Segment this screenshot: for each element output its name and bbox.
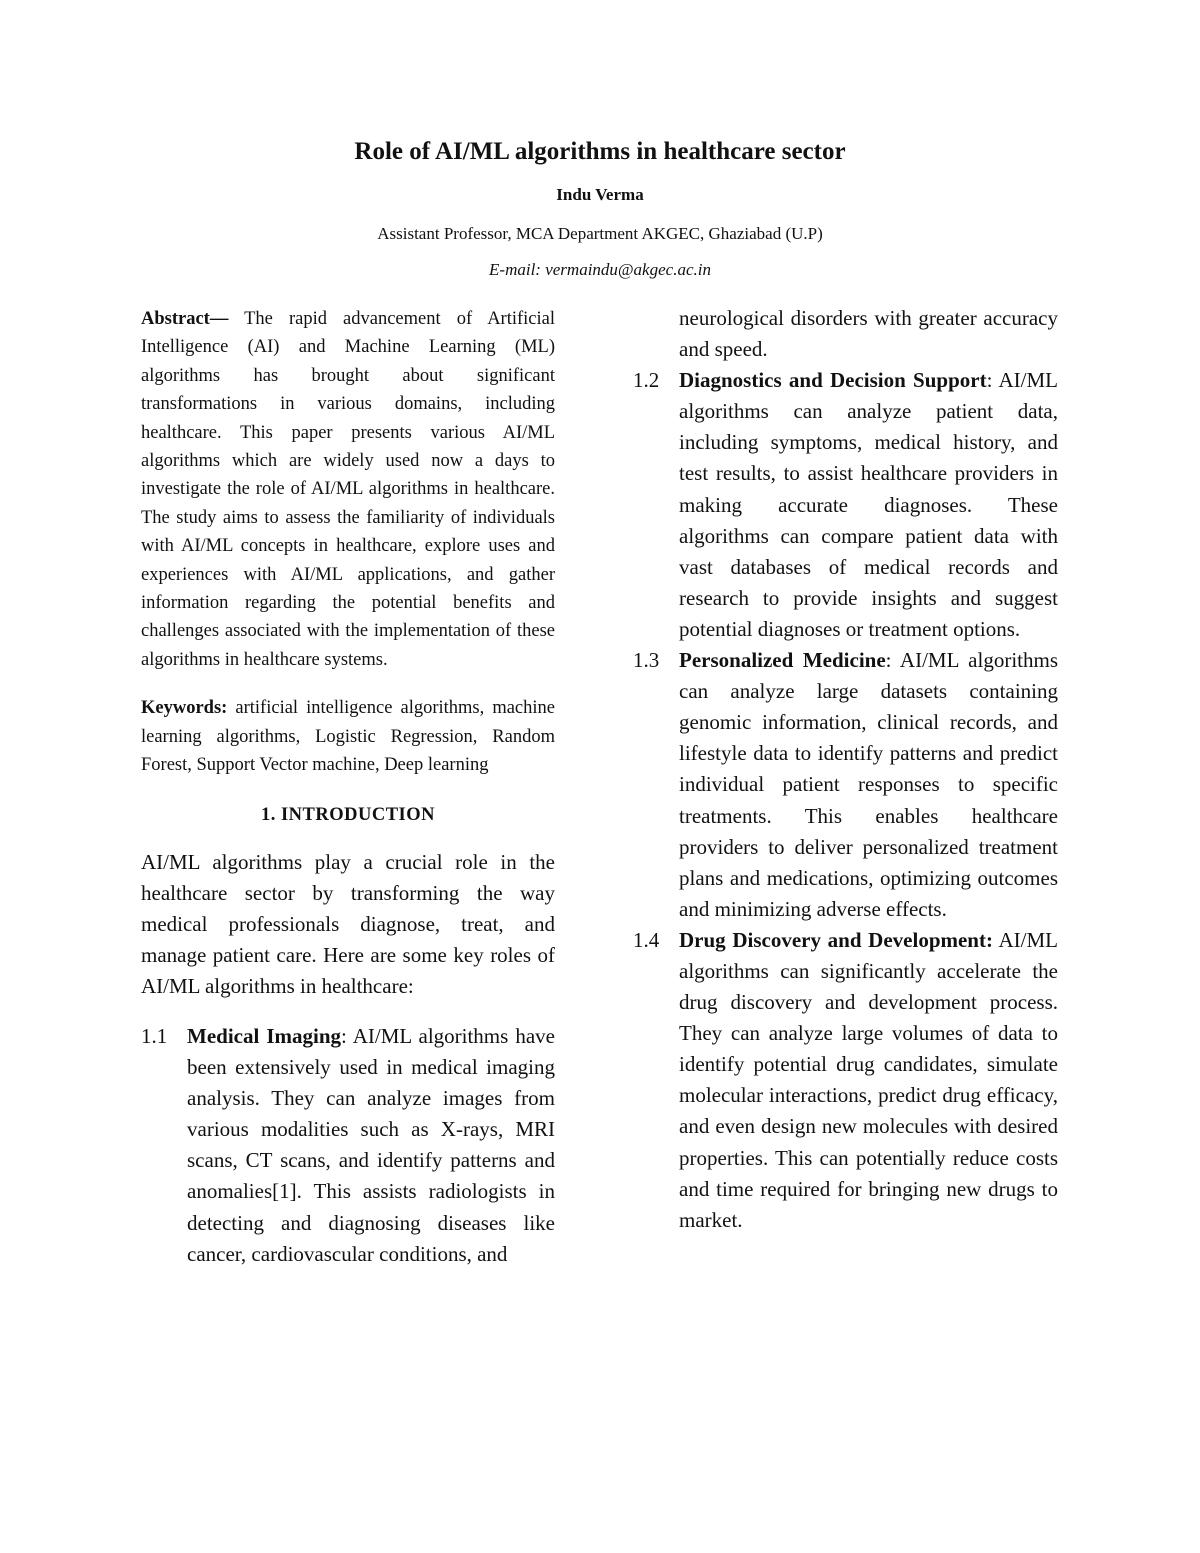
list-item-text: Drug Discovery and Development: AI/ML algorithms can significantly accelerate the drug discovery and development process. They can analyze large volumes of data to identify potential drug candidates, simulate molecular interactions, predict drug efficacy, and even design new molecules with desired properties. This can potentially reduce costs and time required for bringing new drugs to market. — [679, 927, 1058, 1232]
author-name: Indu Verma — [556, 185, 644, 204]
author-affiliation: Assistant Professor, MCA Department AKGEC, Ghaziabad (U.P) — [377, 224, 823, 243]
introduction-paragraph: AI/ML algorithms play a crucial role in the healthcare sector by transforming the way medical professionals diagnose, treat, and manage patient care. Here are some key roles of AI/ML algorithms in healthcare: — [141, 849, 555, 998]
list-item-number: 1.1 — [141, 1023, 168, 1048]
keywords-label: Keywords: — [141, 698, 228, 719]
list-item-text: Medical Imaging: AI/ML algorithms have been extensively used in medical imaging analysis. They can analyze images from various modalities such as X-rays, MRI scans, CT scans, and identify patterns and anomalies[1]. This assists radiologists in detecting and diagnosing diseases like cancer, cardiovascular conditions, and — [187, 1023, 555, 1266]
right-column — [633, 303, 1058, 1236]
list-item-personalized-medicine — [633, 645, 1058, 925]
section-heading-introduction: 1. INTRODUCTION — [260, 804, 436, 825]
abstract-label: Abstract— — [141, 309, 229, 329]
abstract-text: The rapid advancement of Artificial Intelligence (AI) and Machine Learning (ML) algorithms has brought about significant transformations in various domains, including healthcare. This paper presents various AI/ML algorithms which are widely used now a days to investigate the role of AI/ML algorithms in healthcare. The study aims to assess the familiarity of individuals with AI/ML concepts in healthcare, explore uses and experiences with AI/ML applications, and gather information regarding the potential benefits and challenges associated with the implementation of these algorithms in healthcare systems. — [141, 309, 555, 670]
keywords — [141, 694, 555, 779]
list-item-medical-imaging — [141, 1021, 555, 1270]
list-item-diagnostics — [633, 365, 1058, 645]
list-item-number: 1.4 — [633, 927, 660, 952]
list-item-number: 1.2 — [633, 368, 660, 393]
keywords-text: artificial intelligence algorithms, machine learning algorithms, Logistic Regression, Random Forest, Support Vector machine, Deep learning — [141, 698, 555, 776]
list-item-title: Personalized Medicine — [679, 648, 886, 673]
list-item-title: Drug Discovery and Development: — [679, 927, 993, 952]
list-item-number: 1.3 — [633, 648, 660, 673]
list-item-continuation: neurological disorders with greater accuracy and speed. — [679, 306, 1058, 362]
abstract — [141, 305, 555, 674]
list-item-text: Personalized Medicine: AI/ML algorithms can analyze large datasets containing genomic information, clinical records, and lifestyle data to identify patterns and predict individual patient responses to specific treatments. This enables healthcare providers to deliver personalized treatment plans and medications, optimizing outcomes and minimizing adverse effects. — [679, 648, 1058, 921]
author-email: E-mail: vermaindu@akgec.ac.in — [489, 260, 711, 279]
list-item-title: Diagnostics and Decision Support — [679, 368, 987, 393]
paper-title: Role of AI/ML algorithms in healthcare sector — [354, 138, 846, 165]
list-item-title: Medical Imaging — [187, 1023, 342, 1048]
left-column — [141, 305, 555, 1270]
list-item-text: Diagnostics and Decision Support: AI/ML algorithms can analyze patient data, including symptoms, medical history, and test results, to assist healthcare providers in making accurate diagnoses. These algorithms can compare patient data with vast databases of medical records and research to provide insights and suggest potential diagnoses or treatment options. — [679, 368, 1059, 641]
list-item-drug-discovery — [633, 925, 1058, 1236]
